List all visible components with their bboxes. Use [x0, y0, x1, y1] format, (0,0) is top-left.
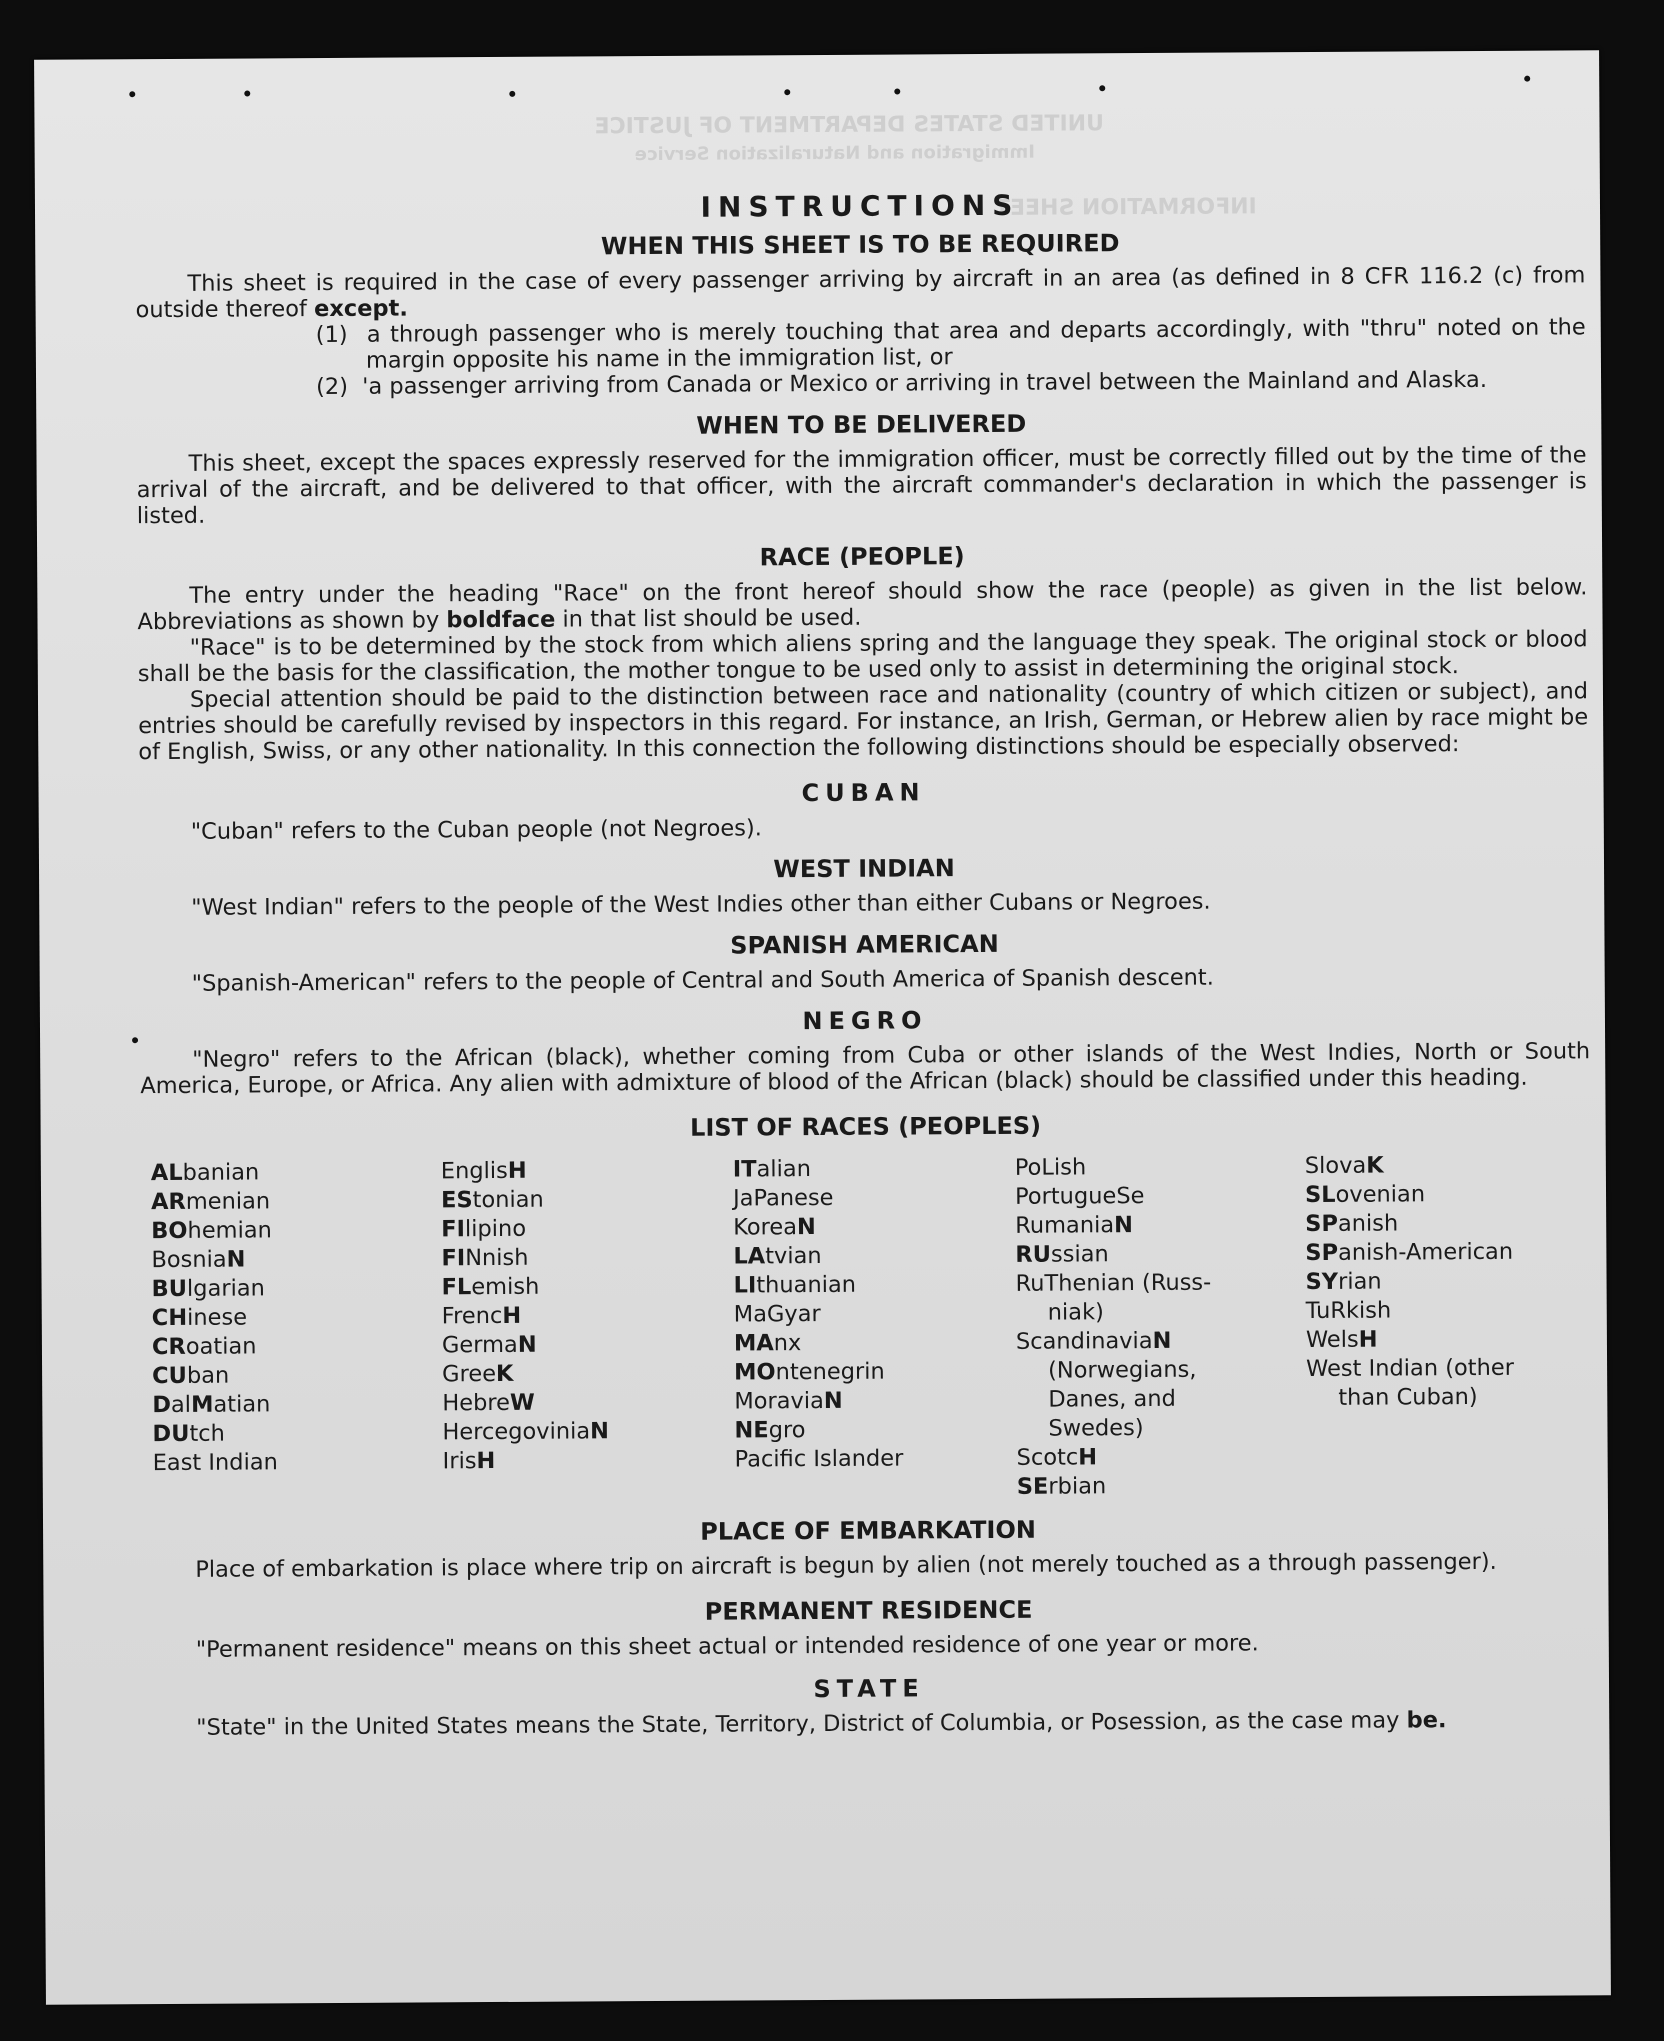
race-entry: DalMatian	[152, 1391, 271, 1419]
race-entry: EStonian	[440, 1186, 544, 1214]
embarkation-text: Place of embarkation is place where trip on aircraft is begun by alien (not merely touched as a through passenger).	[195, 1548, 1497, 1583]
race-entry: ScotcH	[1016, 1444, 1098, 1471]
race-entry: East Indian	[152, 1449, 278, 1477]
race-entry: RUssian	[1015, 1241, 1109, 1268]
state-text-end: may	[1350, 1707, 1400, 1734]
race-entry: RuThenian (Russ-	[1015, 1269, 1212, 1297]
race-entry: Swedes)	[1048, 1415, 1144, 1442]
race-paragraph-3: Special attention should be paid to the distinction between race and nationality (country of which citizen or subject), and entries should be carefully revised by inspectors in this regard. For instance, an Irish, German, or Hebrew alien by race might be of English, Swiss, or any other nationality. In this connection the following distinctions should be especially observed:	[138, 678, 1589, 766]
race-entry: RumaniaN	[1015, 1212, 1134, 1239]
race-entry: PoLish	[1014, 1154, 1087, 1181]
race-entry: FLemish	[441, 1273, 540, 1301]
race-entry: TuRkish	[1305, 1297, 1392, 1325]
instructions-content	[135, 185, 1594, 1741]
race-entry: BUlgarian	[151, 1275, 265, 1303]
exception-item-1	[136, 314, 1586, 375]
list-of-races-heading: LIST OF RACES (PEOPLES)	[690, 1111, 1042, 1142]
race-entry: CUban	[152, 1362, 230, 1390]
race-entry: MOntenegrin	[734, 1358, 885, 1386]
race-entry: FINnish	[441, 1244, 529, 1272]
race-entry: ITalian	[732, 1156, 812, 1183]
permanent-residence-heading: PERMANENT RESIDENCE	[704, 1595, 1033, 1626]
west-indian-text: "West Indian" refers to the people of the West Indies other than either Cubans or Negroes.	[191, 888, 1211, 921]
race-entry: ALbanian	[150, 1159, 260, 1187]
document-sheet	[34, 50, 1611, 2005]
race-entry: than Cuban)	[1338, 1384, 1478, 1411]
when-delivered-text: This sheet, except the spaces expressly reserved for the immigration officer, must be correctly filled out by the time of the arrival of the aircraft, and be delivered to that officer, with the aircraft commander's declaration in which the passenger is listed.	[136, 442, 1587, 530]
race-entry: niak)	[1047, 1299, 1104, 1326]
state-text-body: "State" in the United States means the State, Territory, District of Columbia, or Posession, as the case	[196, 1707, 1344, 1741]
speck-dot	[129, 91, 135, 97]
races-column-4	[1015, 1152, 1307, 1502]
spanish-american-text: "Spanish-American" refers to the people of Central and South America of Spanish descent.	[191, 964, 1214, 997]
race-entry: HebreW	[442, 1389, 535, 1417]
race-p1-boldface: boldface	[446, 606, 556, 634]
race-entry: WelsH	[1305, 1326, 1378, 1354]
negro-text: "Negro" refers to the African (black), whether coming from Cuba or other islands of the West Indies, North or South America, Europe, or Africa. Any alien with admixture of blood of the African (black) should be classified under this heading.	[140, 1038, 1591, 1100]
race-entry: ScandinaviaN	[1015, 1327, 1172, 1355]
race-p1-text: The entry under the heading "Race" on the front hereof should show the race (people) as given in the list below. Abbreviations as shown by	[137, 574, 1588, 636]
permanent-residence-text: "Permanent residence" means on this sheet actual or intended residence of one year or more.	[195, 1630, 1259, 1663]
race-entry: GreeK	[442, 1360, 514, 1388]
races-column-2	[441, 1156, 735, 1506]
race-entry: HercegoviniaN	[442, 1418, 610, 1446]
race-entry: MaGyar	[733, 1301, 821, 1328]
race-entry: SYrian	[1305, 1268, 1382, 1296]
race-entry: KoreaN	[733, 1214, 816, 1241]
speck-dot	[1099, 85, 1105, 91]
page-title: INSTRUCTIONS	[700, 188, 1020, 224]
state-text	[144, 1706, 1594, 1741]
race-entry: DUtch	[152, 1420, 225, 1448]
required-intro-text: This sheet is required in the case of every passenger arriving by aircraft in an area (as defined in 8 CFR 116.2 (c) from outside thereof	[135, 262, 1586, 324]
cuban-text: "Cuban" refers to the Cuban people (not Negroes).	[190, 815, 762, 845]
race-entry: CRoatian	[151, 1333, 257, 1361]
race-entry: NEgro	[734, 1417, 806, 1444]
race-entry: LIthuanian	[733, 1271, 857, 1299]
bleed-through-line-1: UNITED STATES DEPARTMENT OF JUSTICE	[594, 111, 1105, 140]
state-text-bold: be.	[1406, 1707, 1447, 1734]
races-list	[151, 1150, 1593, 1507]
race-entry: (Norwegians,	[1048, 1356, 1197, 1384]
races-column-3	[733, 1154, 1017, 1504]
race-entry: SErbian	[1016, 1473, 1107, 1500]
race-entry: FIlipino	[441, 1215, 527, 1243]
exception-number: (1)	[315, 321, 348, 349]
race-entry: CHinese	[151, 1304, 248, 1332]
required-intro	[135, 262, 1585, 323]
race-entry: FrencH	[441, 1302, 522, 1330]
exception-number: (2)	[315, 373, 349, 401]
race-entry: EnglisH	[440, 1157, 527, 1185]
race-entry: SlovaK	[1304, 1152, 1384, 1180]
spanish-american-heading: SPANISH AMERICAN	[730, 929, 999, 960]
race-entry: Danes, and	[1048, 1385, 1176, 1413]
race-paragraph-1	[137, 574, 1587, 635]
race-heading: RACE (PEOPLE)	[759, 542, 965, 572]
negro-heading: NEGRO	[802, 1006, 928, 1036]
race-entry: SPanish-American	[1305, 1238, 1514, 1267]
race-entry: BOhemian	[151, 1217, 272, 1245]
race-entry: SLovenian	[1304, 1181, 1426, 1209]
race-entry: ARmenian	[150, 1188, 271, 1216]
race-paragraph-2: "Race" is to be determined by the stock from which aliens spring and the language they speak. The original stock or blood shall be the basis for the classification, the mother tongue to be used only to assist in determining the original stock.	[137, 626, 1588, 688]
race-entry: MoraviaN	[734, 1387, 843, 1415]
speck-dot	[784, 89, 790, 95]
cuban-heading: CUBAN	[801, 778, 926, 808]
race-p1-text-end: in that list should be used.	[562, 604, 862, 633]
race-entry: MAnx	[733, 1330, 802, 1357]
race-entry: GermaN	[441, 1331, 537, 1359]
race-entry: BosniaN	[151, 1246, 246, 1274]
race-entry: Pacific Islander	[734, 1445, 904, 1473]
speck-dot	[509, 91, 515, 97]
bleed-through-line-2: Immigration and Naturalization Service	[634, 141, 1036, 166]
race-entry: SPanish	[1305, 1210, 1399, 1238]
speck-dot	[132, 1037, 138, 1043]
exception-text: a through passenger who is merely touching that area and departs accordingly, with "thru" noted on the margin opposite his name in the immigration list, or	[365, 314, 1586, 374]
required-intro-except: except.	[313, 295, 408, 323]
races-column-1	[151, 1157, 443, 1507]
speck-dot	[894, 89, 900, 95]
speck-dot	[244, 90, 250, 96]
bleed-through-line-3: INFORMATION SHEET	[994, 194, 1257, 221]
state-heading: STATE	[813, 1674, 925, 1704]
race-entry: LAtvian	[733, 1243, 822, 1270]
embarkation-heading: PLACE OF EMBARKATION	[700, 1515, 1037, 1546]
races-column-5	[1305, 1151, 1557, 1501]
race-entry: West Indian (other	[1306, 1354, 1514, 1383]
race-entry: JaPanese	[732, 1184, 834, 1212]
when-required-heading: WHEN THIS SHEET IS TO BE REQUIRED	[600, 229, 1120, 261]
west-indian-heading: WEST INDIAN	[773, 854, 955, 884]
exception-text: 'a passenger arriving from Canada or Mexico or arriving in travel between the Mainland and Alaska.	[362, 366, 1488, 400]
when-delivered-heading: WHEN TO BE DELIVERED	[696, 409, 1027, 440]
race-entry: IrisH	[442, 1448, 496, 1475]
race-entry: PortugueSe	[1014, 1183, 1145, 1210]
speck-dot	[1524, 76, 1530, 82]
